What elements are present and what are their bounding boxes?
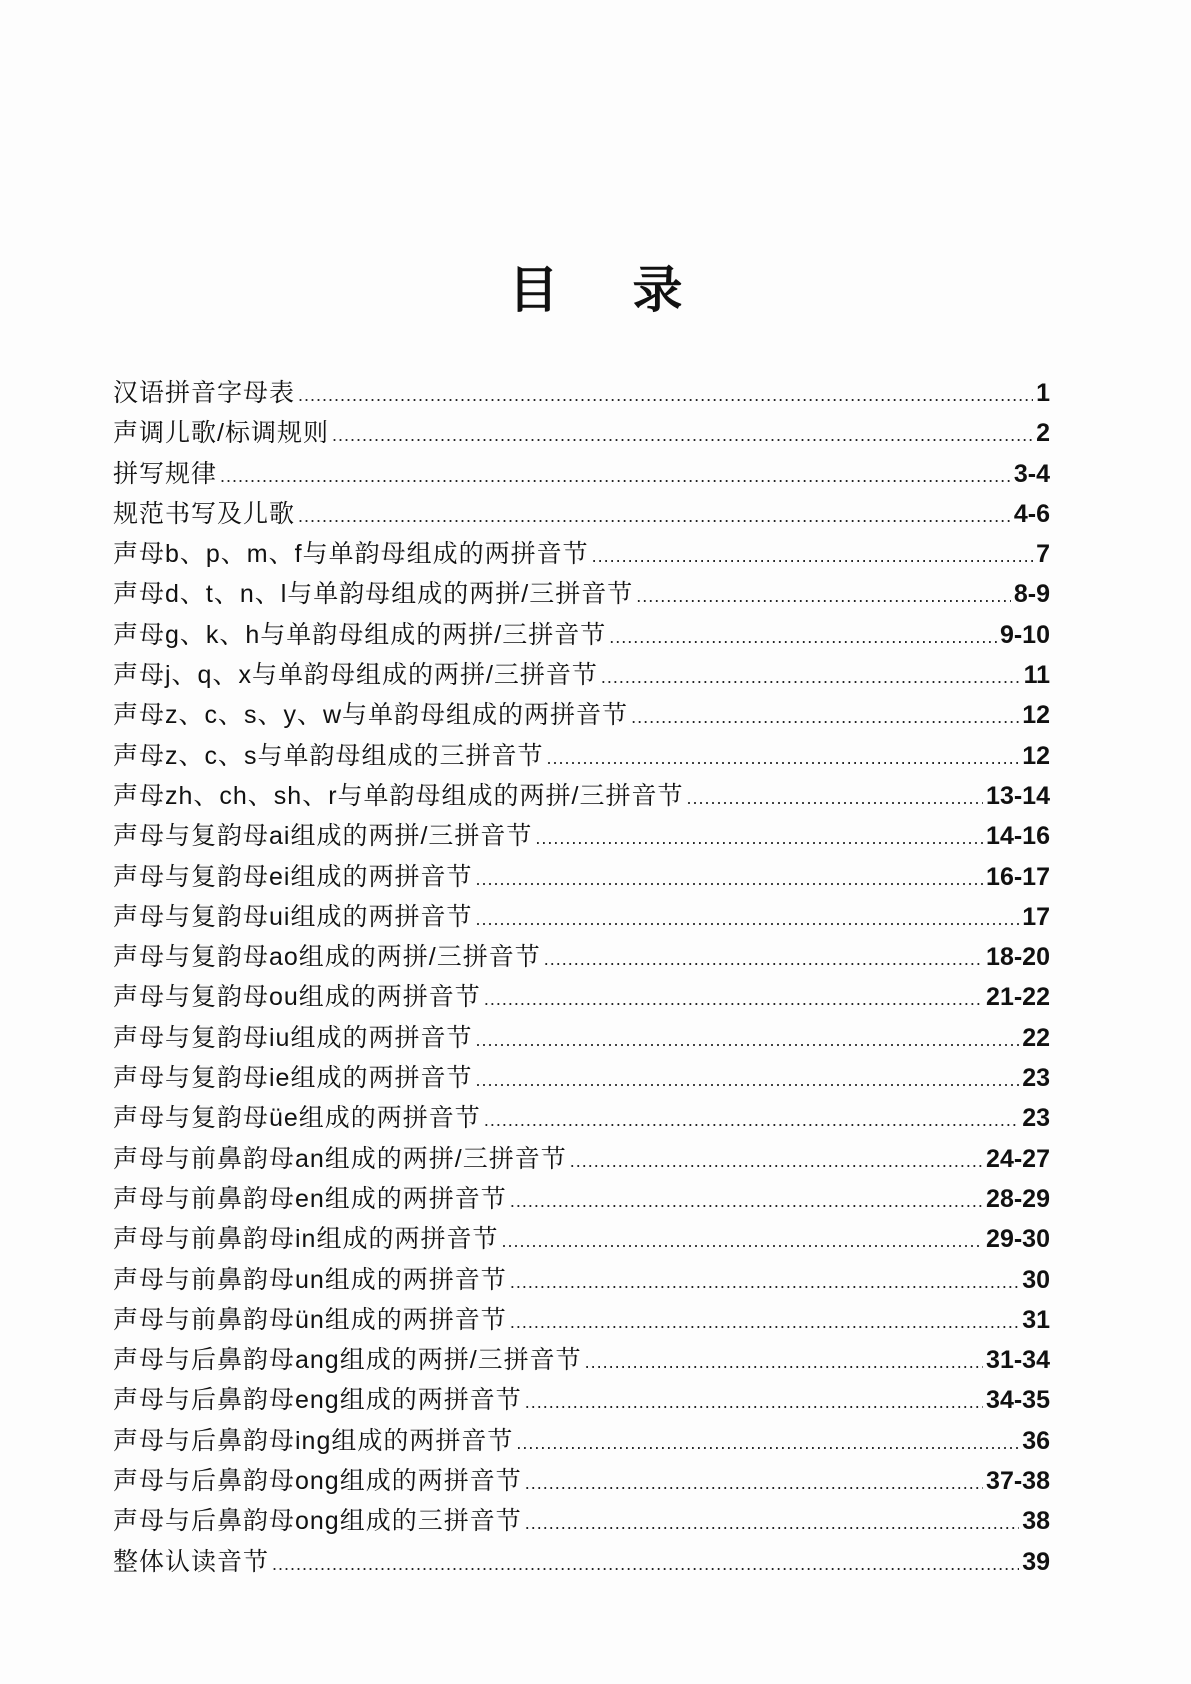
toc-entry-title: 声母与后鼻韵母ang组成的两拼/三拼音节 bbox=[113, 1346, 582, 1375]
toc-entry bbox=[113, 1260, 1050, 1300]
dot-leader bbox=[535, 818, 983, 858]
dot-leader bbox=[525, 1382, 983, 1422]
toc-entry-page: 11 bbox=[1023, 661, 1050, 690]
dot-leader bbox=[475, 899, 1019, 939]
toc-entry bbox=[113, 897, 1050, 937]
dot-leader bbox=[332, 415, 1033, 455]
toc-entry bbox=[113, 857, 1050, 897]
toc-entry bbox=[113, 977, 1050, 1017]
toc-entry-title: 声母与复韵母ui组成的两拼音节 bbox=[113, 902, 473, 931]
toc-entry-title: 声母zh、ch、sh、r与单韵母组成的两拼/三拼音节 bbox=[113, 781, 684, 810]
toc-entry-page: 37-38 bbox=[986, 1467, 1050, 1496]
toc-entry-title: 拼写规律 bbox=[113, 459, 218, 488]
dot-leader bbox=[510, 1262, 1019, 1302]
toc-entry bbox=[113, 1098, 1050, 1138]
dot-leader bbox=[484, 979, 983, 1019]
dot-leader bbox=[484, 1100, 1019, 1140]
toc-entry-page: 7 bbox=[1036, 540, 1050, 569]
dot-leader bbox=[475, 859, 983, 899]
toc-entry-title: 声母与复韵母ie组成的两拼音节 bbox=[113, 1064, 473, 1093]
dot-leader bbox=[631, 697, 1019, 737]
toc-entry-page: 17 bbox=[1022, 902, 1050, 931]
table-of-contents bbox=[113, 373, 1050, 1582]
toc-entry-page: 31 bbox=[1022, 1305, 1050, 1334]
toc-entry bbox=[113, 534, 1050, 574]
toc-entry-title: 声母与前鼻韵母an组成的两拼/三拼音节 bbox=[113, 1144, 567, 1173]
toc-entry-page: 21-22 bbox=[986, 983, 1050, 1012]
toc-entry bbox=[113, 1139, 1050, 1179]
toc-entry-page: 18-20 bbox=[986, 943, 1050, 972]
toc-entry-title: 声母与前鼻韵母in组成的两拼音节 bbox=[113, 1225, 499, 1254]
toc-entry-title: 声母与复韵母ai组成的两拼/三拼音节 bbox=[113, 822, 533, 851]
dot-leader bbox=[636, 576, 1011, 616]
toc-entry bbox=[113, 655, 1050, 695]
dot-leader bbox=[501, 1221, 983, 1261]
toc-entry-page: 39 bbox=[1022, 1547, 1050, 1576]
dot-leader bbox=[609, 617, 997, 657]
toc-entry-title: 声母与复韵母ao组成的两拼/三拼音节 bbox=[113, 943, 541, 972]
toc-entry-page: 29-30 bbox=[986, 1225, 1050, 1254]
toc-entry-page: 9-10 bbox=[999, 620, 1050, 649]
toc-entry-title: 声母z、c、s、y、w与单韵母组成的两拼音节 bbox=[113, 701, 629, 730]
toc-entry bbox=[113, 736, 1050, 776]
toc-entry-page: 12 bbox=[1022, 741, 1050, 770]
dot-leader bbox=[525, 1463, 983, 1503]
toc-entry-page: 24-27 bbox=[986, 1144, 1050, 1173]
toc-entry-title: 整体认读音节 bbox=[113, 1547, 270, 1576]
toc-entry-title: 声母与后鼻韵母ong组成的三拼音节 bbox=[113, 1507, 522, 1536]
toc-entry bbox=[113, 1542, 1050, 1582]
toc-entry bbox=[113, 574, 1050, 614]
dot-leader bbox=[510, 1181, 983, 1221]
toc-entry-title: 声母b、p、m、f与单韵母组成的两拼音节 bbox=[113, 540, 589, 569]
dot-leader bbox=[585, 1342, 983, 1382]
toc-entry-page: 36 bbox=[1022, 1426, 1050, 1455]
toc-entry bbox=[113, 494, 1050, 534]
toc-entry-title: 声母与前鼻韵母ün组成的两拼音节 bbox=[113, 1305, 507, 1334]
toc-entry-title: 声母j、q、x与单韵母组成的两拼/三拼音节 bbox=[113, 661, 598, 690]
toc-entry bbox=[113, 1179, 1050, 1219]
toc-entry-title: 声调儿歌/标调规则 bbox=[113, 419, 329, 448]
toc-entry-title: 规范书写及儿歌 bbox=[113, 499, 296, 528]
toc-entry-title: 声母d、t、n、l与单韵母组成的两拼/三拼音节 bbox=[113, 580, 634, 609]
toc-entry-title: 汉语拼音字母表 bbox=[113, 379, 296, 407]
toc-entry bbox=[113, 1421, 1050, 1461]
toc-entry-title: 声母z、c、s与单韵母组成的三拼音节 bbox=[113, 741, 544, 770]
toc-entry-page: 2 bbox=[1036, 419, 1050, 448]
toc-entry-page: 31-34 bbox=[986, 1346, 1050, 1375]
toc-entry bbox=[113, 1018, 1050, 1058]
toc-entry-title: 声母与前鼻韵母un组成的两拼音节 bbox=[113, 1265, 507, 1294]
toc-entry-title: 声母与复韵母üe组成的两拼音节 bbox=[113, 1104, 481, 1133]
toc-entry bbox=[113, 776, 1050, 816]
toc-entry bbox=[113, 373, 1050, 413]
toc-entry bbox=[113, 1501, 1050, 1541]
page-title: 目 录 bbox=[508, 262, 713, 318]
dot-leader bbox=[544, 939, 983, 979]
toc-entry-page: 22 bbox=[1022, 1023, 1050, 1052]
toc-entry bbox=[113, 695, 1050, 735]
toc-entry-title: 声母与后鼻韵母eng组成的两拼音节 bbox=[113, 1386, 522, 1415]
toc-entry-page: 4-6 bbox=[1013, 499, 1050, 528]
dot-leader bbox=[547, 738, 1020, 778]
toc-entry-page: 12 bbox=[1022, 701, 1050, 730]
toc-entry-title: 声母与复韵母ei组成的两拼音节 bbox=[113, 862, 473, 891]
toc-entry-page: 8-9 bbox=[1013, 580, 1050, 609]
dot-leader bbox=[475, 1060, 1019, 1100]
toc-entry-page: 23 bbox=[1022, 1104, 1050, 1133]
toc-entry bbox=[113, 615, 1050, 655]
toc-entry-title: 声母与后鼻韵母ing组成的两拼音节 bbox=[113, 1426, 514, 1455]
toc-entry-page: 13-14 bbox=[986, 781, 1050, 810]
toc-entry-page: 14-16 bbox=[986, 822, 1050, 851]
toc-entry-title: 声母与后鼻韵母ong组成的两拼音节 bbox=[113, 1467, 522, 1496]
dot-leader bbox=[516, 1423, 1019, 1463]
toc-entry-page: 1 bbox=[1036, 379, 1050, 407]
toc-entry bbox=[113, 1058, 1050, 1098]
dot-leader bbox=[601, 657, 1021, 697]
toc-entry-page: 28-29 bbox=[986, 1184, 1050, 1213]
toc-entry bbox=[113, 1219, 1050, 1259]
toc-entry bbox=[113, 937, 1050, 977]
dot-leader bbox=[510, 1302, 1019, 1342]
dot-leader bbox=[298, 375, 1033, 415]
toc-entry bbox=[113, 816, 1050, 856]
dot-leader bbox=[298, 496, 1011, 536]
dot-leader bbox=[475, 1020, 1019, 1060]
toc-entry-page: 3-4 bbox=[1013, 459, 1050, 488]
toc-entry bbox=[113, 454, 1050, 494]
toc-entry-page: 34-35 bbox=[986, 1386, 1050, 1415]
dot-leader bbox=[592, 536, 1034, 576]
toc-entry-title: 声母g、k、h与单韵母组成的两拼/三拼音节 bbox=[113, 620, 607, 649]
toc-entry-title: 声母与复韵母iu组成的两拼音节 bbox=[113, 1023, 473, 1052]
toc-entry-page: 38 bbox=[1022, 1507, 1050, 1536]
dot-leader bbox=[272, 1544, 1019, 1584]
dot-leader bbox=[220, 456, 1011, 496]
toc-entry-page: 30 bbox=[1022, 1265, 1050, 1294]
toc-entry-page: 16-17 bbox=[986, 862, 1050, 891]
toc-entry bbox=[113, 413, 1050, 453]
toc-entry-title: 声母与复韵母ou组成的两拼音节 bbox=[113, 983, 481, 1012]
toc-entry bbox=[113, 1461, 1050, 1501]
toc-entry-page: 23 bbox=[1022, 1064, 1050, 1093]
toc-entry-title: 声母与前鼻韵母en组成的两拼音节 bbox=[113, 1184, 507, 1213]
toc-entry bbox=[113, 1340, 1050, 1380]
dot-leader bbox=[525, 1503, 1019, 1543]
toc-entry bbox=[113, 1300, 1050, 1340]
toc-entry bbox=[113, 1380, 1050, 1420]
dot-leader bbox=[686, 778, 983, 818]
dot-leader bbox=[570, 1141, 983, 1181]
